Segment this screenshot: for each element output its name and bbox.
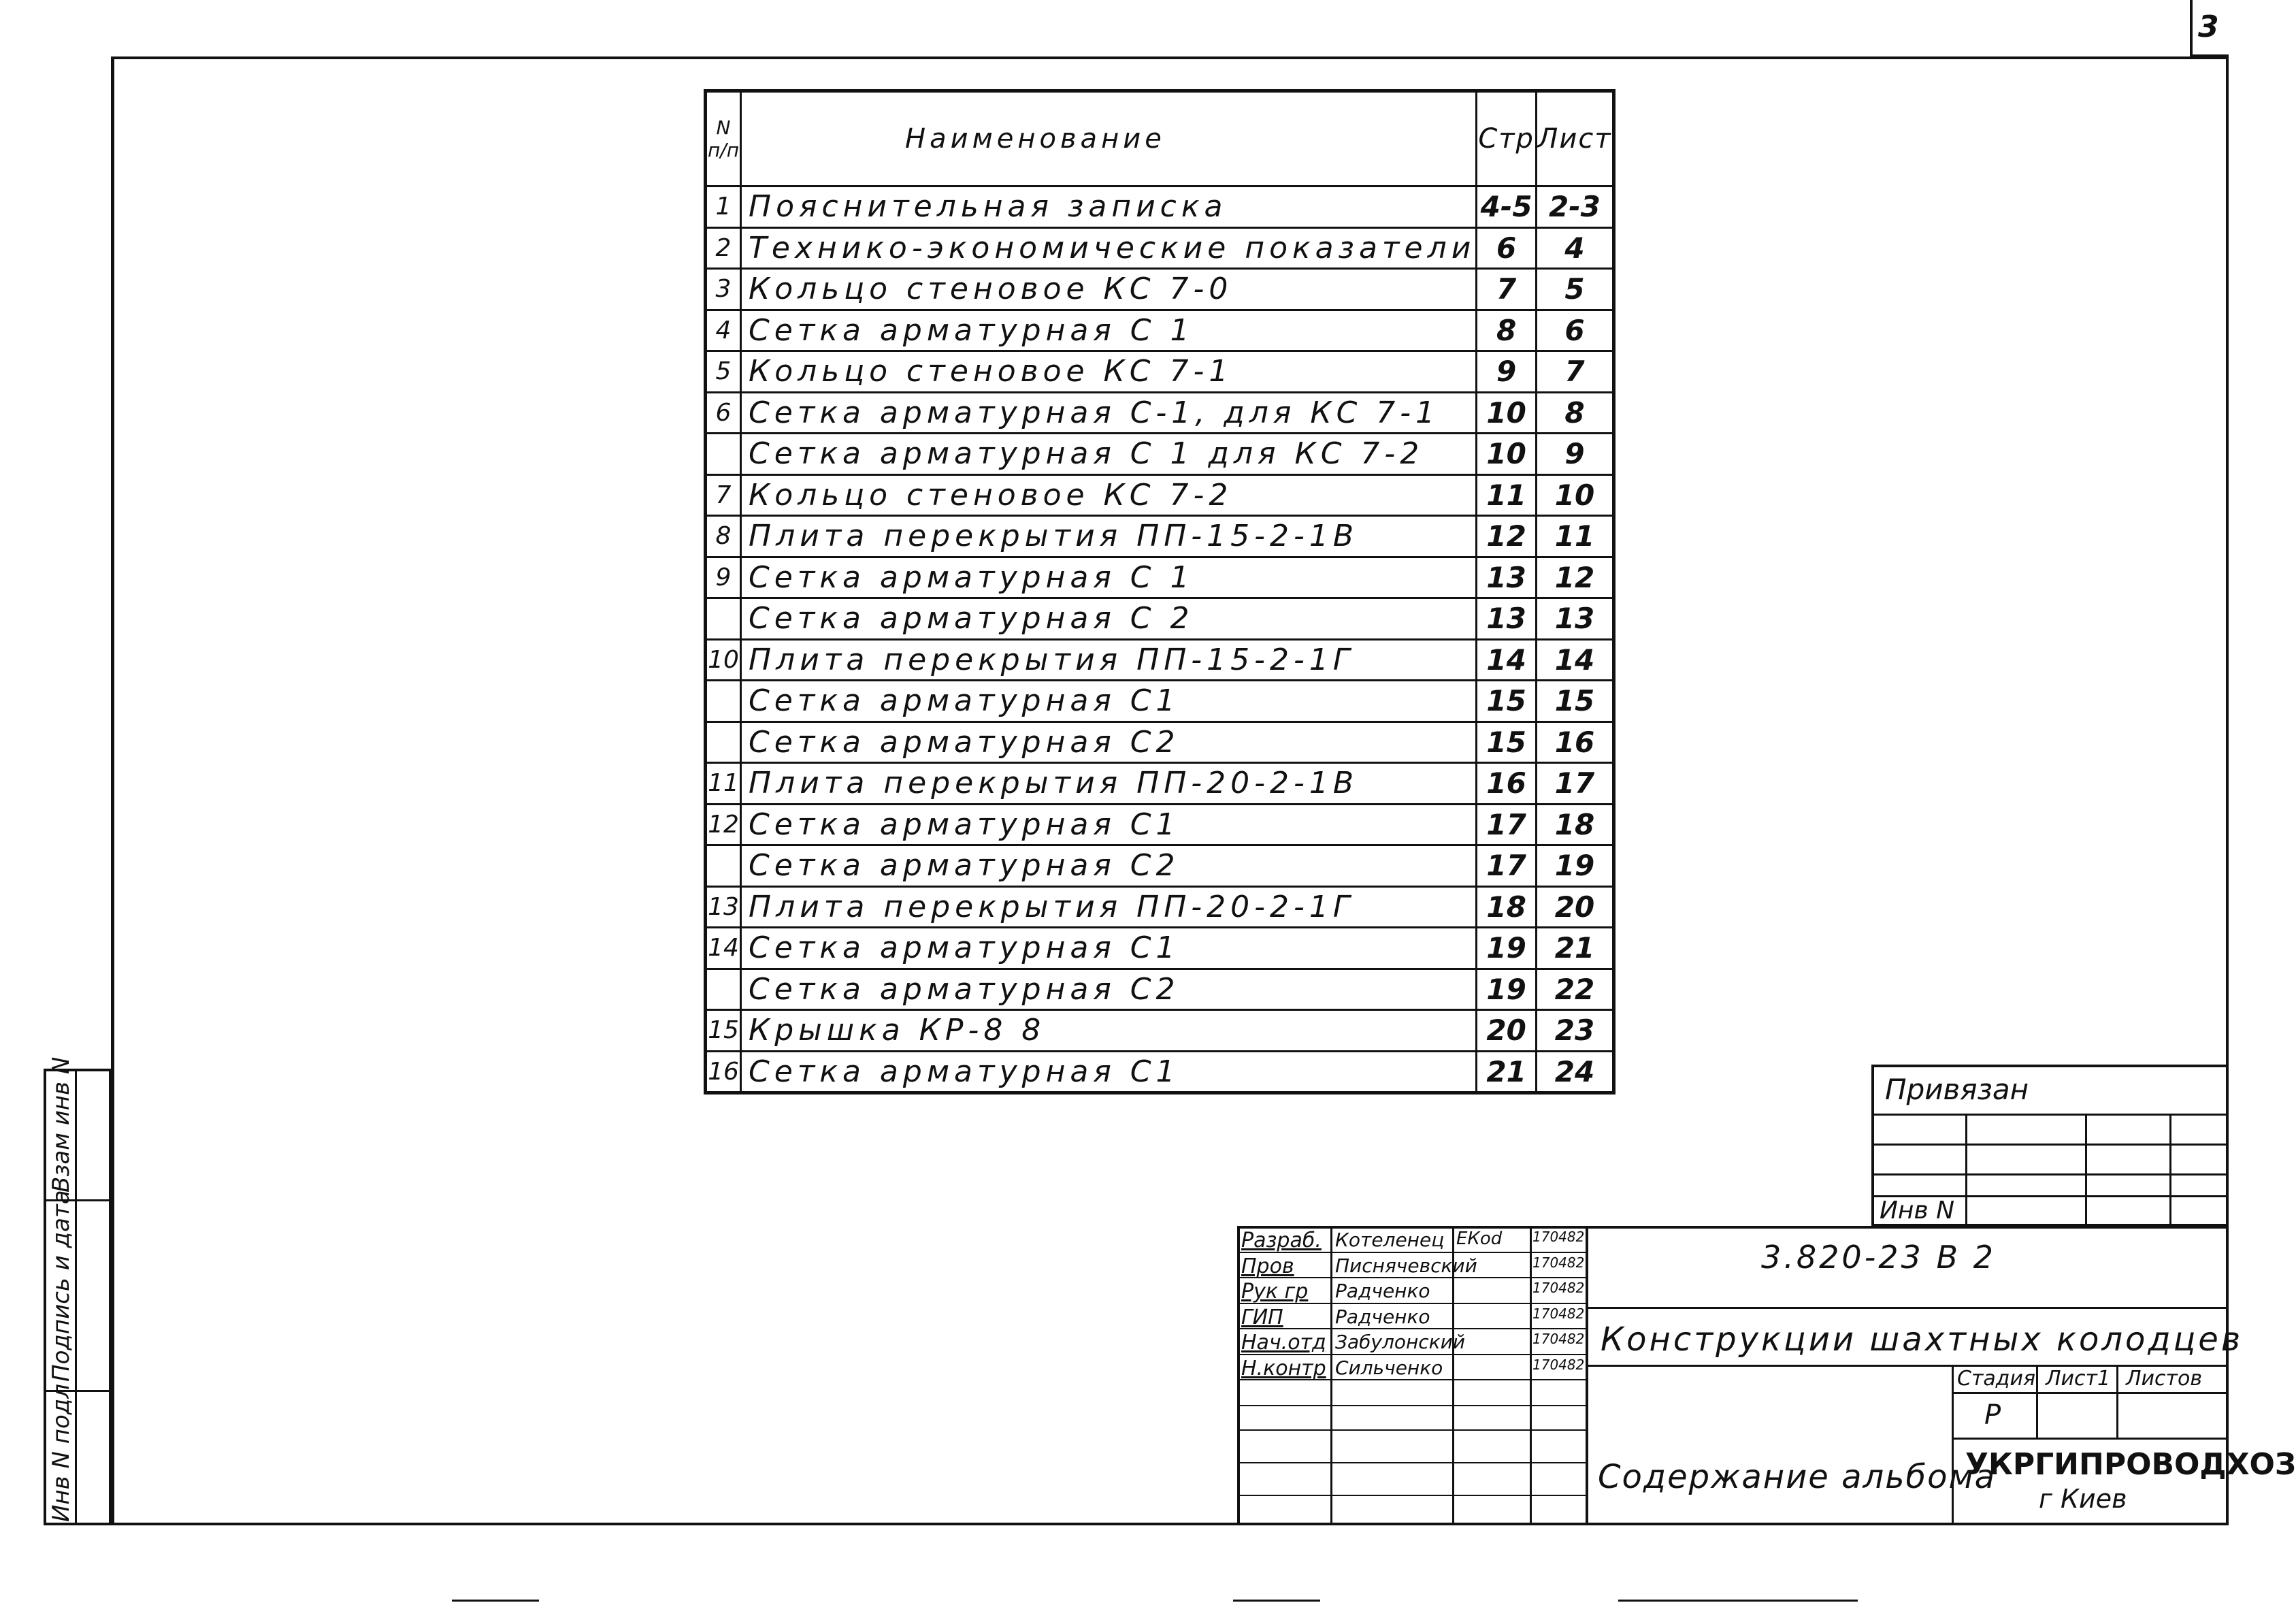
- row-sheet: 8: [1536, 392, 1613, 434]
- row-number: 1: [706, 187, 741, 228]
- row-page: 17: [1477, 804, 1537, 845]
- row-sheet: 14: [1536, 639, 1613, 681]
- row-page: 20: [1477, 1010, 1537, 1052]
- row-name: Сетка арматурная С2: [740, 845, 1476, 887]
- table-row: [706, 598, 1614, 640]
- table-row: [706, 763, 1614, 805]
- row-page: 13: [1477, 598, 1537, 640]
- row-name: Сетка арматурная С 1: [740, 557, 1476, 598]
- row-page: 15: [1477, 722, 1537, 763]
- sig-signature: ЕКоd: [1456, 1229, 1503, 1249]
- table-row: [706, 187, 1614, 228]
- city: г Киев: [2039, 1484, 2127, 1514]
- row-name: Кольцо стеновое КС 7-2: [740, 474, 1476, 516]
- row-page: 8: [1477, 310, 1537, 351]
- organization: УКРГИПРОВОДХОЗ: [1965, 1447, 2296, 1482]
- table-row: [706, 516, 1614, 557]
- sheet-label: Лист1: [2046, 1367, 2111, 1391]
- sheets-label: Листов: [2126, 1367, 2203, 1391]
- table-row: [706, 227, 1614, 269]
- row-sheet: 19: [1536, 845, 1613, 887]
- row-page: 10: [1477, 392, 1537, 434]
- table-row: [706, 1051, 1614, 1093]
- tb-rule: [1237, 1429, 1586, 1431]
- table-row: [706, 845, 1614, 887]
- sig-name: Забулонский: [1335, 1331, 1465, 1353]
- tb-rule: [1586, 1226, 1588, 1525]
- row-sheet: 22: [1536, 969, 1613, 1010]
- tb-rule: [1330, 1226, 1332, 1525]
- row-name: Плита перекрытия ПП-20-2-1В: [740, 763, 1476, 805]
- row-sheet: 12: [1536, 557, 1613, 598]
- row-sheet: 11: [1536, 516, 1613, 557]
- row-number: 3: [706, 269, 741, 310]
- table-row: [706, 886, 1614, 928]
- row-sheet: 2-3: [1536, 187, 1613, 228]
- bottom-edge-mark: [452, 1600, 539, 1602]
- row-sheet: 4: [1536, 227, 1613, 269]
- sig-role: ГИП: [1241, 1305, 1283, 1329]
- bottom-edge-mark: [1618, 1600, 1858, 1602]
- row-name: Пояснительная записка: [740, 187, 1476, 228]
- row-number: 5: [706, 351, 741, 393]
- sheet-title: Содержание альбома: [1598, 1458, 1997, 1496]
- table-row: [706, 639, 1614, 681]
- row-page: 16: [1477, 763, 1537, 805]
- page-number: 3: [2198, 10, 2219, 44]
- row-number: [706, 681, 741, 722]
- row-name: Плита перекрытия ПП-15-2-1Г: [740, 639, 1476, 681]
- row-number: 4: [706, 310, 741, 351]
- tb-rule: [1952, 1365, 1954, 1525]
- sig-date: 170482: [1532, 1305, 1585, 1322]
- table-row: [706, 269, 1614, 310]
- row-number: 11: [706, 763, 741, 805]
- row-number: 9: [706, 557, 741, 598]
- row-number: [706, 434, 741, 475]
- table-row: [706, 1010, 1614, 1052]
- sig-role: Пров: [1241, 1254, 1294, 1278]
- table-row: [706, 557, 1614, 598]
- row-name: Технико-экономические показатели: [740, 227, 1476, 269]
- header-page: Стр: [1477, 91, 1537, 187]
- side-stamp-sign-date: Подпись и дата: [48, 1190, 75, 1382]
- table-row: [706, 804, 1614, 845]
- row-page: 6: [1477, 227, 1537, 269]
- header-num: N п/п: [706, 91, 741, 187]
- row-number: 8: [706, 516, 741, 557]
- row-page: 10: [1477, 434, 1537, 475]
- row-sheet: 21: [1536, 928, 1613, 969]
- tb-rule: [1237, 1405, 1586, 1406]
- row-sheet: 20: [1536, 886, 1613, 928]
- row-number: 10: [706, 639, 741, 681]
- row-name: Сетка арматурная С 1: [740, 310, 1476, 351]
- row-page: 9: [1477, 351, 1537, 393]
- row-page: 19: [1477, 928, 1537, 969]
- row-sheet: 10: [1536, 474, 1613, 516]
- table-row: [706, 928, 1614, 969]
- side-stamp-replace-inv: Взам инв N: [48, 1056, 75, 1193]
- row-page: 19: [1477, 969, 1537, 1010]
- attached-inv-label: Инв N: [1880, 1197, 1955, 1225]
- sig-date: 170482: [1532, 1331, 1585, 1347]
- doc-code: 3.820-23 В 2: [1761, 1239, 1996, 1276]
- row-name: Сетка арматурная С1: [740, 681, 1476, 722]
- row-name: Плита перекрытия ПП-20-2-1Г: [740, 886, 1476, 928]
- row-number: [706, 598, 741, 640]
- tb-rule: [2116, 1365, 2118, 1438]
- row-number: 16: [706, 1051, 741, 1093]
- sig-name: Сильченко: [1335, 1356, 1443, 1379]
- sig-name: Радченко: [1335, 1305, 1430, 1328]
- tb-rule: [1953, 1438, 2229, 1440]
- row-number: [706, 845, 741, 887]
- attached-rule: [1871, 1114, 2229, 1116]
- row-page: 7: [1477, 269, 1537, 310]
- row-page: 4-5: [1477, 187, 1537, 228]
- sig-role: Нач.отд: [1241, 1331, 1326, 1355]
- attached-rule: [1871, 1144, 2229, 1146]
- row-number: 15: [706, 1010, 741, 1052]
- attached-rule: [1965, 1114, 1967, 1227]
- row-sheet: 24: [1536, 1051, 1613, 1093]
- sig-date: 170482: [1532, 1254, 1585, 1271]
- sig-date: 170482: [1532, 1229, 1585, 1245]
- tb-rule: [1530, 1226, 1532, 1525]
- attached-label: Привязан: [1885, 1073, 2029, 1106]
- row-name: Сетка арматурная С1: [740, 928, 1476, 969]
- stage-value: Р: [1984, 1399, 2001, 1431]
- row-number: [706, 969, 741, 1010]
- row-name: Сетка арматурная С1: [740, 804, 1476, 845]
- row-sheet: 17: [1536, 763, 1613, 805]
- row-number: 13: [706, 886, 741, 928]
- row-page: 15: [1477, 681, 1537, 722]
- table-row: [706, 969, 1614, 1010]
- row-number: 2: [706, 227, 741, 269]
- tb-rule: [2036, 1365, 2038, 1438]
- sig-date: 170482: [1532, 1280, 1585, 1296]
- row-page: 17: [1477, 845, 1537, 887]
- row-number: 12: [706, 804, 741, 845]
- attached-rule: [2169, 1114, 2171, 1227]
- project-title: Конструкции шахтных колодцев: [1601, 1320, 2244, 1359]
- sig-date: 170482: [1532, 1356, 1585, 1373]
- tb-rule: [1237, 1328, 1586, 1329]
- side-stamp-inv-num: Инв N подл: [48, 1383, 75, 1522]
- side-stamp-divider: [75, 1069, 77, 1525]
- sig-role: Разраб.: [1241, 1229, 1322, 1252]
- row-number: 7: [706, 474, 741, 516]
- table-row: [706, 351, 1614, 393]
- row-page: 21: [1477, 1051, 1537, 1093]
- bottom-edge-mark: [1233, 1600, 1320, 1602]
- tb-rule: [1237, 1495, 1586, 1496]
- row-name: Сетка арматурная С 1 для КС 7-2: [740, 434, 1476, 475]
- table-header-row: [706, 91, 1614, 187]
- row-sheet: 6: [1536, 310, 1613, 351]
- row-page: 18: [1477, 886, 1537, 928]
- row-name: Сетка арматурная С 2: [740, 598, 1476, 640]
- row-name: Сетка арматурная С2: [740, 722, 1476, 763]
- row-name: Плита перекрытия ПП-15-2-1В: [740, 516, 1476, 557]
- attached-rule: [2085, 1114, 2087, 1227]
- row-page: 12: [1477, 516, 1537, 557]
- contents-table: [704, 89, 1616, 1095]
- table-row: [706, 722, 1614, 763]
- tb-rule: [1953, 1392, 2229, 1394]
- row-name: Крышка КР-8 8: [740, 1010, 1476, 1052]
- sig-name: Писнячевский: [1335, 1254, 1477, 1277]
- tb-rule: [1586, 1307, 2229, 1309]
- sig-role: Н.контр: [1241, 1356, 1326, 1380]
- row-page: 13: [1477, 557, 1537, 598]
- row-name: Сетка арматурная С1: [740, 1051, 1476, 1093]
- sig-name: Радченко: [1335, 1280, 1430, 1302]
- header-name: Наименование: [740, 91, 1476, 187]
- tb-rule: [1237, 1462, 1586, 1463]
- table-row: [706, 681, 1614, 722]
- row-name: Кольцо стеновое КС 7-1: [740, 351, 1476, 393]
- row-sheet: 7: [1536, 351, 1613, 393]
- row-number: 14: [706, 928, 741, 969]
- row-page: 11: [1477, 474, 1537, 516]
- table-row: [706, 434, 1614, 475]
- attached-rule: [1871, 1173, 2229, 1176]
- row-sheet: 15: [1536, 681, 1613, 722]
- row-name: Сетка арматурная С2: [740, 969, 1476, 1010]
- row-number: 6: [706, 392, 741, 434]
- row-page: 14: [1477, 639, 1537, 681]
- table-row: [706, 474, 1614, 516]
- row-sheet: 18: [1536, 804, 1613, 845]
- table-row: [706, 392, 1614, 434]
- row-number: [706, 722, 741, 763]
- sig-role: Рук гр: [1241, 1280, 1309, 1303]
- row-name: Сетка арматурная С-1, для КС 7-1: [740, 392, 1476, 434]
- row-sheet: 9: [1536, 434, 1613, 475]
- row-name: Кольцо стеновое КС 7-0: [740, 269, 1476, 310]
- row-sheet: 13: [1536, 598, 1613, 640]
- row-sheet: 5: [1536, 269, 1613, 310]
- contents-body: [706, 187, 1614, 1093]
- header-sheet: Лист: [1536, 91, 1613, 187]
- table-row: [706, 310, 1614, 351]
- row-sheet: 23: [1536, 1010, 1613, 1052]
- stage-label: Стадия: [1957, 1367, 2036, 1391]
- row-sheet: 16: [1536, 722, 1613, 763]
- sig-name: Котеленец: [1335, 1229, 1445, 1251]
